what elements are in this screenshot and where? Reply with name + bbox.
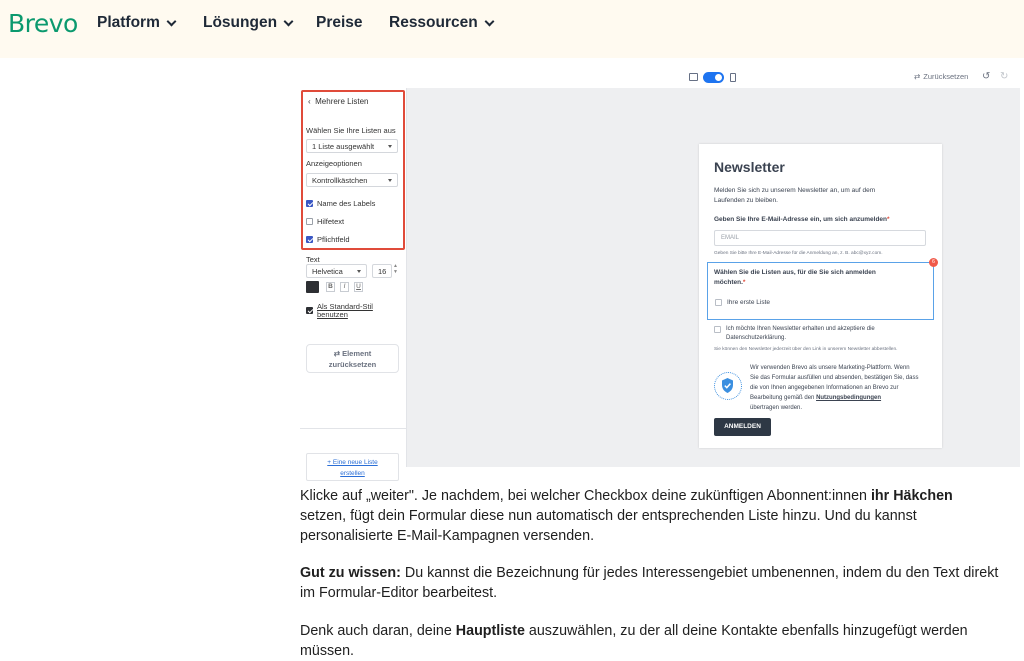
highlight-box (301, 90, 405, 250)
text-run: setzen, fügt dein Formular diese nun automatisch der entsprechenden Liste hinzu. Und du kannst personalisierte E-Mail-Kampagnen versenden. (300, 508, 917, 544)
lists-label (714, 268, 876, 288)
option-checkbox-required[interactable] (306, 236, 313, 243)
shield-check-icon (714, 372, 742, 400)
underline-button[interactable]: U (354, 282, 363, 292)
undo-icon[interactable]: ↺ (982, 71, 991, 82)
option-label-name: Name des Labels (317, 199, 376, 208)
swap-icon: ⇄ (914, 72, 921, 81)
chevron-down-icon (284, 16, 294, 26)
editor-canvas (407, 88, 1020, 467)
standard-style-checkbox[interactable] (306, 307, 313, 314)
paragraph-checkbox-info (300, 486, 1000, 546)
italic-button[interactable]: I (340, 282, 349, 292)
brevo-logo[interactable]: Brevo (8, 9, 78, 38)
brevo-notice-line: Bearbeitung gemäß den (750, 395, 815, 401)
desktop-icon (689, 73, 698, 81)
required-mark: * (887, 216, 890, 223)
back-link-label: Mehrere Listen (315, 97, 369, 106)
required-mark: * (742, 279, 746, 286)
text-section-label: Text (306, 255, 320, 264)
lists-select-label: Wählen Sie Ihre Listen aus (306, 126, 396, 135)
consent-text (726, 325, 875, 343)
brevo-notice-line: Sie das Formular ausfüllen und absenden, bestätigen Sie, dass (750, 375, 919, 381)
newsletter-form-card (699, 144, 942, 448)
dropdown-arrow-icon (388, 145, 392, 148)
consent-checkbox[interactable] (714, 326, 721, 333)
text-bold: Hauptliste (455, 623, 525, 639)
standard-style-link[interactable] (317, 303, 373, 319)
email-field[interactable]: EMAIL (714, 230, 926, 246)
lists-select[interactable] (306, 139, 398, 153)
shield-check-icon-svg (715, 373, 740, 398)
chevron-down-icon (484, 16, 494, 26)
paragraph-good-to-know (300, 563, 1000, 603)
nav-item-loesungen[interactable] (203, 14, 292, 32)
selected-list-block[interactable] (707, 259, 935, 320)
email-help-text: Geben Sie bitte Ihre E-Mail-Adresse für die Anmeldung an, z. B. abc@xyz.com. (714, 251, 883, 256)
email-label-text: Geben Sie Ihre E-Mail-Adresse ein, um sich anzumelden (714, 216, 888, 223)
reset-element-line: Element (342, 349, 372, 358)
font-size-stepper[interactable] (372, 264, 392, 278)
new-list-link[interactable] (306, 453, 399, 481)
editor-toolbar (300, 70, 1020, 88)
reset-element-button[interactable] (306, 344, 399, 373)
text-run: Denk auch daran, deine (300, 623, 456, 639)
color-swatch[interactable] (306, 281, 319, 293)
new-list-line: + Eine neue Liste (327, 459, 378, 466)
brevo-notice-line: übertragen werden. (750, 405, 803, 411)
form-intro-line: Laufenden zu bleiben. (714, 197, 778, 204)
nav-item-platform[interactable] (97, 14, 175, 32)
mobile-icon (730, 73, 736, 82)
brevo-notice-line: Wir verwenden Brevo als unsere Marketing-Plattform. Wenn (750, 365, 910, 371)
unsubscribe-note: Sie können den Newsletter jederzeit über den Link in unserem Newsletter abbestellen. (714, 347, 898, 352)
text-run: auszuwählen, zu der all deine Kontakte ebenfalls hinzugefügt werden müssen. (300, 623, 968, 659)
nav-item-preise[interactable] (316, 14, 363, 32)
display-options-value: Kontrollkästchen (312, 176, 368, 185)
device-toggle[interactable] (703, 72, 724, 83)
consent-line: Ich möchte Ihren Newsletter erhalten und akzeptiere die (726, 326, 875, 332)
nav-item-label: Preise (316, 14, 363, 31)
option-checkbox-label-name[interactable] (306, 200, 313, 207)
option-required: Pflichtfeld (317, 235, 350, 244)
brevo-notice-line: die von Ihnen angegebenen Informationen an Brevo zur (750, 385, 899, 391)
display-options-label: Anzeigeoptionen (306, 159, 362, 168)
nav-item-label: Ressourcen (389, 14, 478, 31)
form-intro[interactable] (714, 186, 875, 206)
nav-item-ressourcen[interactable] (389, 14, 493, 32)
option-checkbox-help-text[interactable] (306, 218, 313, 225)
form-editor-screenshot (300, 70, 1020, 477)
subscribe-button[interactable]: ANMELDEN (714, 418, 771, 436)
form-intro-line: Melden Sie sich zu unserem Newsletter an, um auf dem (714, 187, 876, 194)
new-list-line: erstellen (340, 470, 365, 477)
dropdown-arrow-icon (388, 179, 392, 182)
redo-icon[interactable]: ↻ (1000, 71, 1009, 82)
form-title[interactable]: Newsletter (714, 159, 785, 175)
top-navigation (0, 0, 1024, 58)
standard-style-line: Als Standard-Stil (317, 302, 373, 311)
standard-style-line: benutzen (317, 310, 348, 319)
text-run: Du kannst die Bezeichnung für jedes Interessengebiet umbenennen, indem du den Text direkt im Formular-Editor bearbeitest. (300, 565, 999, 601)
reset-top-button[interactable] (914, 72, 968, 81)
reset-top-label: Zurücksetzen (923, 72, 969, 81)
sidebar-divider (300, 428, 406, 429)
back-link[interactable] (308, 97, 368, 106)
lists-label-line: Wählen Sie die Listen aus, für die Sie sich anmelden (714, 269, 876, 276)
swap-icon: ⇄ (333, 349, 340, 358)
option-help-text: Hilfetext (317, 217, 345, 226)
font-select[interactable] (306, 264, 367, 278)
chevron-down-icon (166, 16, 176, 26)
paragraph-main-list (300, 621, 1000, 661)
font-size-value: 16 (378, 267, 387, 276)
email-label[interactable] (714, 215, 890, 225)
brevo-notice (750, 363, 918, 413)
dropdown-arrow-icon (357, 270, 361, 273)
consent-line: Datenschutzerklärung. (726, 335, 787, 341)
notification-badge: 6 (929, 258, 938, 267)
display-options-select[interactable] (306, 173, 398, 187)
text-bold: ihr Häkchen (870, 488, 953, 504)
reset-element-line: zurücksetzen (328, 360, 377, 369)
nav-item-label: Platform (97, 14, 160, 31)
list-checkbox[interactable] (715, 299, 722, 306)
font-select-value: Helvetica (312, 267, 343, 276)
chevron-left-icon: ‹ (308, 97, 311, 106)
text-run: Klicke auf „weiter". Je nachdem, bei welcher Checkbox deine zukünftigen Abonnent:innen (300, 488, 871, 504)
terms-link[interactable]: Nutzungsbedingungen (816, 395, 882, 401)
lists-select-value: 1 Liste ausgewählt (312, 142, 375, 151)
editor-sidebar (300, 88, 407, 477)
nav-item-label: Lösungen (203, 14, 278, 31)
lists-label-line: möchten. (714, 279, 743, 286)
stepper-arrows-icon[interactable]: ▲ ▼ (393, 263, 398, 275)
list-item-label: Ihre erste Liste (727, 299, 770, 306)
text-bold: Gut zu wissen: (300, 565, 401, 581)
bold-button[interactable]: B (326, 282, 335, 292)
